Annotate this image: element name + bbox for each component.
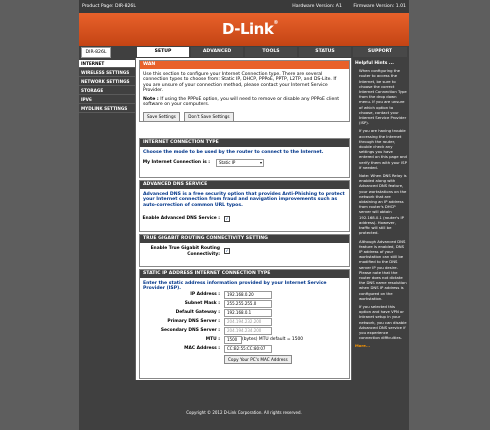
chevron-down-icon: ▾ <box>259 160 262 165</box>
advanced-dns-section <box>139 180 350 232</box>
helpful-hints-title: Helpful Hints ... <box>355 61 394 66</box>
tab-advanced[interactable]: ADVANCED <box>191 47 243 57</box>
gigabit-routing-checkbox[interactable]: ✓ <box>225 248 229 253</box>
wan-description: Use this section to configure your Internet Connection type. There are several connection types to choose from: Static IP, DHCP, PPPoE, PPTP, L2TP, and DS-Lite. If you are unsure of your connection method, please contact your Internet Service Provider. <box>143 72 337 94</box>
mac-address-label: MAC Address : <box>184 346 220 351</box>
top-info-bar <box>79 0 409 13</box>
dns-title: ADVANCED DNS SERVICE <box>140 181 349 189</box>
sidebar <box>79 58 135 380</box>
dont-save-settings-button[interactable]: Don't Save Settings <box>184 112 233 121</box>
subnet-mask-input[interactable]: 255.255.255.0 <box>224 300 272 308</box>
sidebar-item-wireless-settings[interactable]: WIRELESS SETTINGS <box>79 69 135 77</box>
dns-description: Advanced DNS is a free security option that provides Anti-Phishing to protect your Internet connection from fraud and navigation improvements such as auto-correction of common URL typos. <box>143 192 345 208</box>
mtu-default-note: (bytes) MTU default = 1500 <box>242 337 304 342</box>
mtu-input[interactable]: 1500 <box>224 336 242 344</box>
wan-note: Note : If using the PPPoE option, you will need to remove or disable any PPPoE client software on your computers. <box>143 96 340 108</box>
hardware-version: Hardware Version: A1 <box>292 4 342 9</box>
product-page-label[interactable]: Product Page: DIR-826L <box>82 4 136 9</box>
connection-type-select[interactable]: Static IP ▾ <box>216 159 264 167</box>
sidebar-item-internet[interactable]: INTERNET <box>79 60 135 68</box>
tab-tools[interactable]: TOOLS <box>245 47 297 57</box>
tab-support[interactable]: SUPPORT <box>353 47 407 57</box>
enable-advanced-dns-checkbox[interactable]: ✓ <box>225 216 229 221</box>
hint-item: • Although Advanced DNS feature is enabled, DNS IP address of your workstation can still be modified to the DNS server IP you desire. Please note that the router does not dictate the DNS name resolution when DNS IP address is configured on the workstation. <box>359 239 407 301</box>
tab-status[interactable]: STATUS <box>299 47 351 57</box>
copy-mac-address-button[interactable]: Copy Your PC's MAC Address <box>224 355 292 364</box>
default-gateway-label: Default Gateway : <box>175 310 220 315</box>
header-banner <box>79 13 409 46</box>
default-gateway-input[interactable]: 192.168.0.1 <box>224 309 272 317</box>
save-settings-button[interactable]: Save Settings <box>143 112 180 121</box>
gigabit-label-line2: Connectivity: <box>187 252 220 257</box>
copyright-text: Copyright © 2012 D-Link Corporation. All rights reserved. <box>186 410 302 415</box>
primary-dns-label: Primary DNS Server : <box>167 319 220 324</box>
hint-item: • If you are having trouble accessing the Internet through the router, double check any settings you have entered on this page and verify them with your ISP if needed. <box>359 128 407 170</box>
hint-item: • Note: When DNS Relay is enabled along with Advanced DNS feature, your workstations on the network that are obtaining an IP address from router's DHCP server will obtain 192.168.0.1 (router's IP address). However, traffic will still be protected. <box>359 173 407 235</box>
hint-item: • When configuring the router to access the Internet, be sure to choose the correct Internet Connection Type from the drop down menu. If you are unsure of which option to choose, contact your Internet Service Provider (ISP). <box>359 68 407 125</box>
sidebar-item-network-settings[interactable]: NETWORK SETTINGS <box>79 78 135 86</box>
mtu-label: MTU : <box>205 337 220 342</box>
secondary-dns-input[interactable]: 204.194.234.200 <box>224 327 272 335</box>
static-ip-section <box>139 269 350 379</box>
sidebar-item-mydlink-settings[interactable]: MYDLINK SETTINGS <box>79 105 135 113</box>
ict-title: INTERNET CONNECTION TYPE <box>140 139 349 147</box>
tab-setup[interactable]: SETUP <box>137 47 189 57</box>
main-tabs <box>79 46 409 58</box>
gigabit-label-line1: Enable True Gigabit Routing <box>150 246 220 251</box>
connection-type-label: My Internet Connection is : <box>142 160 210 165</box>
enable-advanced-dns-label: Enable Advanced DNS Service : <box>142 216 220 221</box>
router-admin-page <box>79 0 409 430</box>
sidebar-item-storage[interactable]: STORAGE <box>79 87 135 95</box>
wan-section <box>139 60 350 122</box>
subnet-mask-label: Subnet Mask : <box>184 301 220 306</box>
wan-title: WAN <box>140 61 349 69</box>
ict-prompt: Choose the mode to be used by the router to connect to the Internet. <box>143 150 324 155</box>
footer <box>79 380 409 430</box>
dlink-logo: D-Link® <box>222 20 278 38</box>
ip-address-label: IP Address : <box>190 292 220 297</box>
primary-dns-input[interactable]: 204.194.232.200 <box>224 318 272 326</box>
sidebar-item-ipv6[interactable]: IPV6 <box>79 96 135 104</box>
mac-address-input[interactable]: CC:B2:55:CC:80:07 <box>224 345 272 353</box>
helpful-hints-panel <box>352 58 409 380</box>
secondary-dns-label: Secondary DNS Server : <box>160 328 220 333</box>
firmware-version: Firmware Version: 1.01 <box>353 4 406 9</box>
more-link[interactable]: More... <box>355 343 371 349</box>
model-label: DIR-826L <box>81 47 111 58</box>
main-content <box>136 58 351 380</box>
static-ip-description: Enter the static address information provided by your Internet Service Provider (ISP). <box>143 281 327 291</box>
hint-item: • If you selected this option and have VPN or Intranet setup in your network, you can disable Advanced DNS service if you experience connection difficulties. <box>359 304 407 340</box>
internet-connection-type-section <box>139 138 350 178</box>
ip-address-input[interactable]: 192.168.0.20 <box>224 291 272 299</box>
gigabit-title: TRUE GIGABIT ROUTING CONNECTIVITY SETTING <box>140 235 349 243</box>
static-ip-title: STATIC IP ADDRESS INTERNET CONNECTION TYPE <box>140 270 349 278</box>
gigabit-routing-section <box>139 234 350 267</box>
